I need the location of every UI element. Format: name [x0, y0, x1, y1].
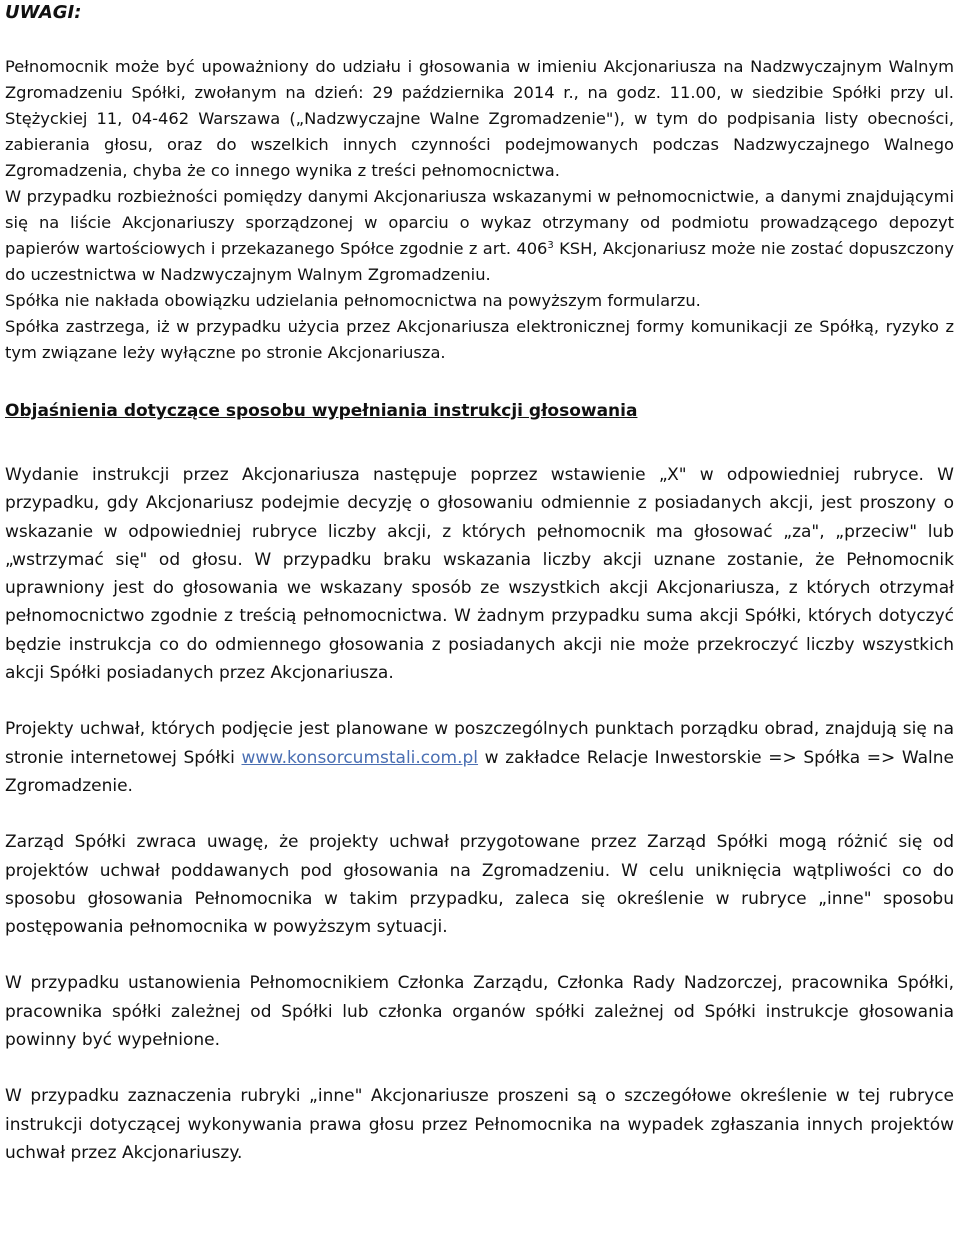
instructions-paragraph-other-box: W przypadku zaznaczenia rubryki „inne" Akcjonariusze proszeni są o szczegółowe określenie w tej rubryce instrukcji dotyczącej wykonywania prawa głosu przez Pełnomocnika na wypadek zgłaszania innych projektów uchwał przez Akcjonariuszy. — [5, 1086, 954, 1163]
instructions-section — [5, 461, 954, 1167]
mismatch-text-end: KSH, Akcjonariusz może nie zostać dopuszczony do uczestnictwa w Nadzwyczajnym Walnym Zgromadzeniu. — [5, 239, 955, 284]
notes-heading: UWAGI: — [5, 2, 82, 23]
notes-section — [5, 54, 954, 366]
mismatch-text-start: W przypadku rozbieżności pomiędzy danymi Akcjonariusza wskazanymi w pełnomocnictwie, a danymi znajdującymi się na liście Akcjonariuszy sporządzonej w oparciu o wykaz otrzymany od podmiotu prowadzącego depozyt papierów wartościowych i przekazanego Spółce zgodnie z art. 406 — [5, 187, 954, 258]
drafts-text-start: Projekty uchwał, których podjęcie jest planowane w poszczególnych punktach porządku obrad, znajdują się na stronie internetowej Spółki — [5, 719, 954, 768]
notes-paragraph-proxy-scope: Pełnomocnik może być upoważniony do udziału i głosowania w imieniu Akcjonariusza na Nadzwyczajnym Walnym Zgromadzeniu Spółki, zwołanym na dzień: 29 października 2014 r., na godz. 11.00, w siedzibie Spółki przy ul. Stężyckiej 11, 04-462 Warszawa („Nadzwyczajne Walne Zgromadzenie"), w tym do podpisania listy obecności, zabierania głosu, oraz do wszelkich innych czynności podejmowanych podczas Nadzwyczajnego Walnego Zgromadzenia, chyba że co innego wynika z treści pełnomocnictwa. — [5, 57, 954, 180]
notes-paragraph-data-mismatch — [5, 184, 954, 288]
instructions-paragraph-board-member-proxy: W przypadku ustanowienia Pełnomocnikiem Członka Zarządu, Członka Rady Nadzorczej, pracownika Spółki, pracownika spółki zależnej od Spółki lub członka organów spółki zależnej od Spółki instrukcje głosowania powinny być wypełnione. — [5, 973, 954, 1051]
notes-paragraph-electronic-risk: Spółka zastrzega, iż w przypadku użycia przez Akcjonariusza elektronicznej formy komunikacji ze Spółką, ryzyko z tym związane leży wyłączne po stronie Akcjonariusza. — [5, 317, 954, 362]
instructions-section-title: Objaśnienia dotyczące sposobu wypełniania instrukcji głosowania — [5, 401, 638, 421]
article-superscript: 3 — [547, 240, 554, 251]
instructions-paragraph-draft-resolutions — [5, 715, 954, 800]
instructions-paragraph-board-notice: Zarząd Spółki zwraca uwagę, że projekty uchwał przygotowane przez Zarząd Spółki mogą różnić się od projektów uchwał poddawanych pod głosowania na Zgromadzeniu. W celu uniknięcia wątpliwości co do sposobu głosowania Pełnomocnika w takim przypadku, zaleca się określenie w rubryce „inne" sposobu postępowania pełnomocnika w powyższym sytuacji. — [5, 832, 954, 938]
drafts-text-end: w zakładce Relacje Inwestorskie => Spółka => Walne Zgromadzenie. — [5, 747, 954, 796]
notes-paragraph-form-obligation: Spółka nie nakłada obowiązku udzielania pełnomocnictwa na powyższym formularzu. — [5, 291, 701, 310]
instructions-paragraph-marking: Wydanie instrukcji przez Akcjonariusza następuje poprzez wstawienie „X" w odpowiedniej rubryce. W przypadku, gdy Akcjonariusz podejmie decyzję o głosowaniu odmiennie z posiadanych akcji, jest proszony o wskazanie w odpowiedniej rubryce liczby akcji, z których pełnomocnik ma głosować „za", „przeciw" lub „wstrzymać się" od głosu. W przypadku braku wskazania liczby akcji uznane zostanie, że Pełnomocnik uprawniony jest do głosowania we wskazany sposób ze wszystkich akcji Akcjonariusza, z których otrzymał pełnomocnictwo zgodnie z treścią pełnomocnictwa. W żadnym przypadku suma akcji Spółki, których dotyczyć będzie instrukcja co do odmiennego głosowania z posiadanych akcji nie może przekroczyć liczby wszystkich akcji Spółki posiadanych przez Akcjonariusza. — [5, 465, 954, 684]
company-website-link[interactable]: www.konsorcumstali.com.pl — [241, 747, 479, 768]
